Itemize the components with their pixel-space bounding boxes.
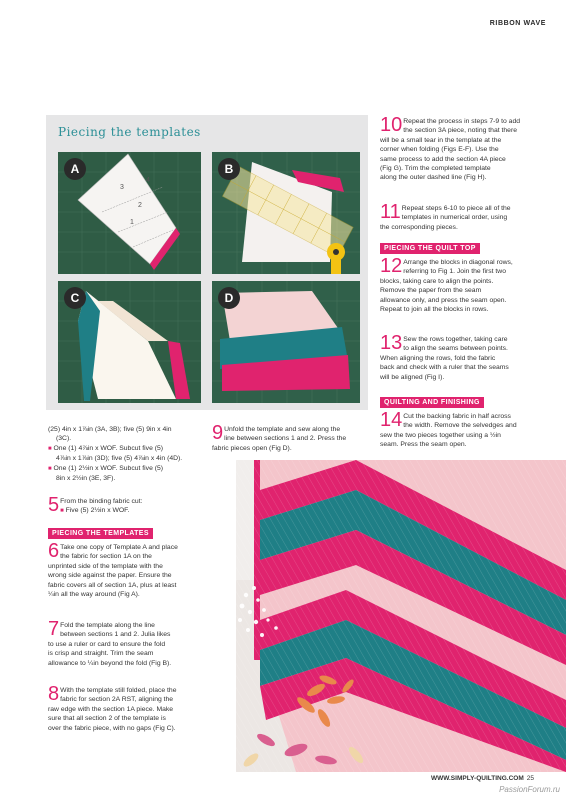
step-number: 5 <box>48 494 60 516</box>
step-number: 13 <box>380 332 403 354</box>
text-line: (25) 4in x 1⅞in (3A, 3B); five (5) 9in x 4in <box>48 426 172 433</box>
text-line: referring to Fig 1. Join the first two <box>403 268 506 276</box>
step-number: 9 <box>212 422 224 444</box>
step-10 <box>380 114 548 183</box>
section-heading-piecing-quilt-top: PIECING THE QUILT TOP <box>380 243 480 254</box>
text-line: Sew the rows together, taking care <box>403 336 508 343</box>
text-line: the fabric for section 1A on the <box>60 553 152 561</box>
step-number: 10 <box>380 114 403 136</box>
section-heading-piecing-templates: PIECING THE TEMPLATES <box>48 528 153 539</box>
text-line: is crisp and straight. Trim the seam <box>48 650 154 658</box>
photo-label-c: C <box>64 287 86 309</box>
photo-a-num: 1 <box>130 219 134 226</box>
text-line: wrong side against the paper. Ensure the <box>48 572 172 580</box>
step-number: 12 <box>380 255 403 277</box>
text-line: From the binding fabric cut: <box>60 498 143 505</box>
running-head: RIBBON WAVE <box>489 20 546 27</box>
text-line: to align the seams between points. <box>403 345 508 353</box>
text-line: (Fig G). Trim the completed template <box>380 165 491 173</box>
text-line: Repeat to join all the blocks in rows. <box>380 306 489 314</box>
text-line: allowance only, and press the seam open. <box>380 296 507 304</box>
bullet-text: 4⅞in x 1⅞in (3D); five (5) 4⅞in x 4in (4D). <box>56 455 183 463</box>
step-number: 8 <box>48 683 60 705</box>
text-line: between sections 1 and 2. Julia likes <box>60 631 171 639</box>
text-line: Remove the paper from the seam <box>380 287 482 295</box>
text-line: the section 3A piece, noting that there <box>403 127 517 135</box>
text-line: seam. Press the seam open. <box>380 441 467 449</box>
text-line: back and check with a ruler that the seams <box>380 364 509 372</box>
materials-continued <box>48 425 208 483</box>
footer-url[interactable]: WWW.SIMPLY-QUILTING.COM <box>430 775 524 782</box>
text-line: fabric covers all of section 1A, plus at least <box>48 581 177 589</box>
step-number: 14 <box>380 409 403 431</box>
bullet-text: 8in x 2½in (3E, 3F). <box>56 475 116 483</box>
bullet-text: Five (5) 2½in x WOF. <box>65 507 130 515</box>
text-line: line between sections 1 and 2. Press the <box>224 435 347 443</box>
text-line: along the outer dashed line (Fig H). <box>380 174 487 182</box>
text-line: will be a small tear in the template at the <box>380 136 502 144</box>
figure-title: Piecing the templates <box>58 125 201 139</box>
text-line: raw edge with the section 1A piece. Make <box>48 705 174 713</box>
bullet-item: ■ One (1) 4⅞in x WOF. Subcut five (5) <box>48 444 164 452</box>
photo-label-d: D <box>218 287 240 309</box>
section-heading-quilting-finishing: QUILTING AND FINISHING <box>380 397 484 408</box>
text-line: Unfold the template and sew along the <box>224 426 341 433</box>
step-6 <box>48 540 210 599</box>
text-line: sew the two pieces together using a ½in <box>380 431 501 439</box>
text-line: Repeat steps 6-10 to piece all of the <box>401 205 511 212</box>
text-line: Arrange the blocks in diagonal rows, <box>403 259 513 266</box>
photo-a <box>58 152 201 274</box>
text-line: allowance to ¼in beyond the fold (Fig B). <box>48 659 172 667</box>
text-line: With the template still folded, place the <box>60 687 177 694</box>
text-line: over the fabric piece, with no gaps (Fig C). <box>48 724 176 732</box>
bullet-item: ■ One (1) 2½in x WOF. Subcut five (5) <box>48 464 164 472</box>
text-line: to use a ruler or card to ensure the fold <box>48 640 166 648</box>
text-line: unprinted side of the template with the <box>48 562 163 570</box>
text-line: Take one copy of Template A and place <box>60 544 178 551</box>
text-line: will be aligned (Fig I). <box>380 373 445 381</box>
watermark: PassionForum.ru <box>499 785 560 794</box>
text-line: (3C). <box>56 435 72 443</box>
text-line: templates in numerical order, using <box>401 214 508 222</box>
photo-d <box>212 281 360 403</box>
step-number: 6 <box>48 540 60 562</box>
photo-a-num: 2 <box>138 202 142 209</box>
text-line: corner when folding (Figs E-F). Use the <box>380 146 499 154</box>
step-7 <box>48 618 210 668</box>
step-number: 11 <box>380 201 401 223</box>
photo-label-b: B <box>218 158 240 180</box>
step-number: 7 <box>48 618 60 640</box>
text-line: fabric pieces open (Fig D). <box>212 444 292 452</box>
bullet-text: One (1) 4⅞in x WOF. Subcut five (5) <box>53 444 164 452</box>
photo-a-num: 4 <box>146 177 150 184</box>
text-line: ¼in all the way around (Fig A). <box>48 591 140 599</box>
photo-c <box>58 281 201 403</box>
bullet-item: ■ Five (5) 2½in x WOF. <box>60 507 130 515</box>
page-number: 25 <box>526 775 534 782</box>
photo-a-num: 3 <box>120 184 124 191</box>
step-5 <box>48 494 208 517</box>
photo-b <box>212 152 360 274</box>
step-12 <box>380 255 548 314</box>
photo-label-a: A <box>64 158 86 180</box>
text-line: blocks, taking care to align the points. <box>380 277 494 285</box>
text-line: sure that all section 2 of the template is <box>48 715 166 723</box>
text-line: When aligning the rows, fold the fabric <box>380 354 496 362</box>
quilt-photo <box>236 460 566 772</box>
text-line: Fold the template along the line <box>60 622 155 629</box>
step-14 <box>380 409 548 450</box>
step-13 <box>380 332 548 382</box>
footer <box>431 775 534 782</box>
quilt-photo-image <box>236 460 566 772</box>
text-line: the width. Remove the selvedges and <box>403 422 517 430</box>
step-11 <box>380 201 548 232</box>
step-9 <box>212 422 372 453</box>
step-8 <box>48 683 210 733</box>
text-line: Cut the backing fabric in half across <box>403 413 511 420</box>
text-line: Repeat the process in steps 7-9 to add <box>403 118 521 125</box>
bullet-text: One (1) 2½in x WOF. Subcut five (5) <box>53 464 164 472</box>
figure-box <box>46 115 368 410</box>
text-line: same process to add the section 4A piece <box>380 155 506 163</box>
text-line: the corresponding pieces. <box>380 223 458 231</box>
text-line: fabric for section 2A RST, aligning the <box>60 696 174 704</box>
